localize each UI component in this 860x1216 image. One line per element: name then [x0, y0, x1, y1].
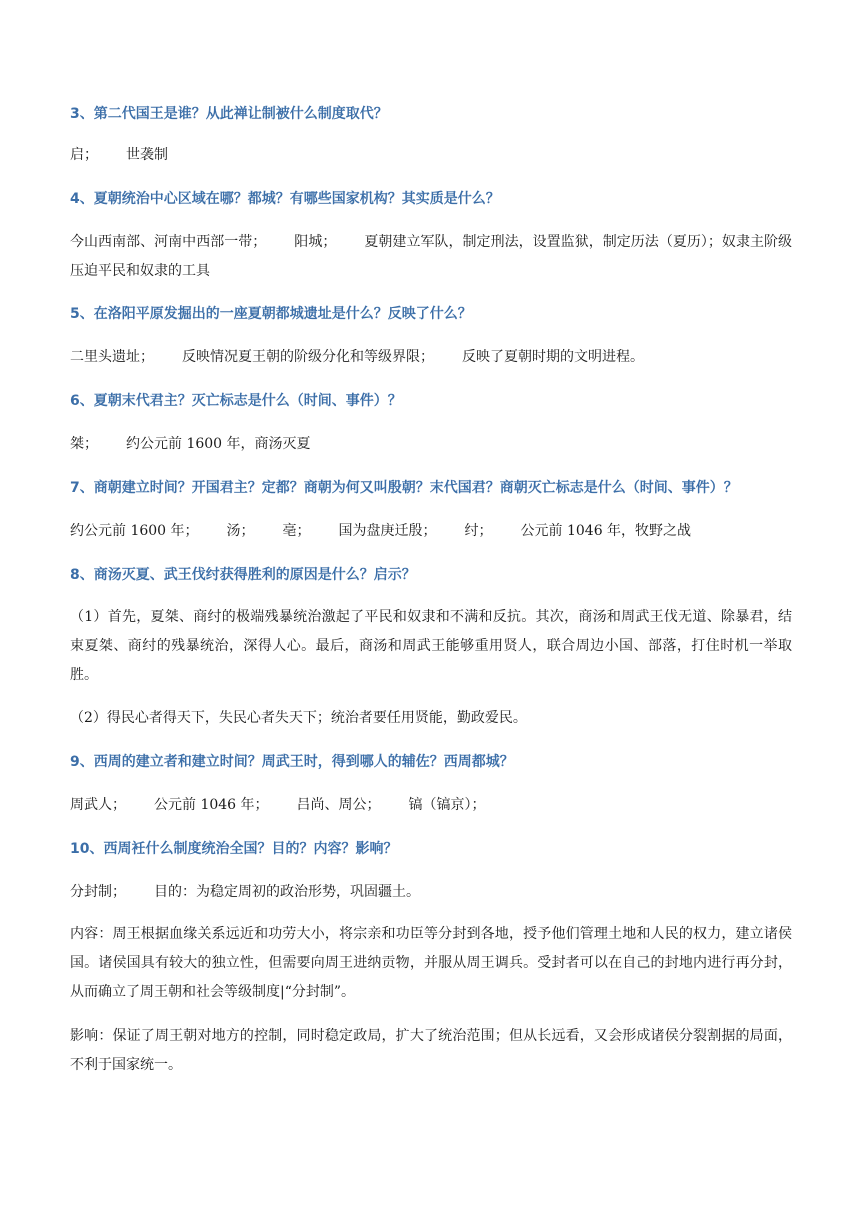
- answer-paragraph: [70, 430, 792, 459]
- answer-part: 世袭制: [126, 147, 168, 163]
- answer-part: 公元前 1046 年，牧野之战: [520, 523, 692, 539]
- answer-paragraph: [70, 228, 792, 286]
- question-heading: 5、在洛阳平原发掘出的一座夏朝都城遗址是什么？反映了什么？: [70, 306, 472, 322]
- question-heading: 10、西周衽什么制度统治全国？目的？内容？影响？: [70, 841, 398, 857]
- answer-part: 夏朝建立军队，制定刑法，设置监狱，制定历法（夏历）；奴隶主阶级压迫平民和奴隶的工具: [70, 234, 793, 279]
- answer-paragraph: [70, 603, 792, 690]
- answer-paragraph: [70, 517, 792, 546]
- answer-part: 国为盘庚迁殷；: [338, 523, 437, 539]
- answer-paragraph: [70, 878, 792, 907]
- answer-part: 周武人；: [70, 797, 126, 813]
- answer-part: 反映了夏朝时期的文明进程。: [462, 349, 644, 365]
- answer-part: 今山西南部、河南中西部一带；: [70, 234, 267, 250]
- answer-part: （1）首先，夏桀、商纣的极端残暴统治激起了平民和奴隶和不满和反抗。其次，商汤和周武王伐无道、除暴君，结束夏桀、商纣的残暴统治，深得人心。最后，商汤和周武王能够重用贤人，联合周边小国、部落，打住时机一举取胜。: [70, 609, 792, 683]
- answer-part: 约公元前 1600 年，商汤灭夏: [126, 436, 311, 452]
- question-heading: 8、商汤灭夏、武王伐纣获得胜利的原因是什么？启示？: [70, 567, 416, 583]
- answer-part: 亳；: [282, 523, 311, 539]
- answer-part: 目的：为稳定周初的政治形势，巩固疆土。: [154, 884, 420, 900]
- question-heading: 6、夏朝末代君主？灭亡标志是什么（时间、事件）？: [70, 393, 402, 409]
- answer-paragraph: [70, 141, 792, 170]
- answer-part: 吕尚、周公；: [296, 797, 381, 813]
- answer-part: 公元前 1046 年；: [154, 797, 269, 813]
- question-heading: 7、商朝建立时间？开国君主？定都？商朝为何又叫殷朝？末代国君？商朝灭亡标志是什么（时间、事件）？: [70, 480, 738, 496]
- answer-part: 约公元前 1600 年；: [70, 523, 199, 539]
- answer-part: 分封制；: [70, 884, 126, 900]
- answer-part: 纣；: [464, 523, 493, 539]
- answer-part: 阳城；: [294, 234, 337, 250]
- question-heading: 9、西周的建立者和建立时间？周武王时，得到哪人的辅佐？西周都城？: [70, 754, 514, 770]
- answer-paragraph: [70, 343, 792, 372]
- answer-part: 镐（镐京）；: [408, 797, 486, 813]
- answer-part: 二里头遗址；: [70, 349, 154, 365]
- answer-paragraph: [70, 1022, 792, 1080]
- answer-part: 内容：周王根据血缘关系远近和功劳大小，将宗亲和功臣等分封到各地，授予他们管理土地和人民的权力，建立诸侯国。诸侯国具有较大的独立性，但需要向周王进纳贡物，并服从周王调兵。受封者可以在自己的封地内进行再分封，从而确立了周王朝和社会等级制度|“分封制”。: [70, 926, 792, 1000]
- answer-part: 桀；: [70, 436, 98, 452]
- answer-paragraph: [70, 920, 792, 1007]
- answer-part: 反映情况夏王朝的阶级分化和等级界限；: [182, 349, 434, 365]
- answer-paragraph: [70, 704, 792, 733]
- answer-part: （2）得民心者得天下，失民心者失天下；统治者要任用贤能，勤政爱民。: [70, 710, 527, 726]
- answer-part: 汤；: [226, 523, 255, 539]
- answer-part: 影响：保证了周王朝对地方的控制，同时稳定政局，扩大了统治范围；但从长远看，又会形成诸侯分裂割据的局面，不利于国家统一。: [70, 1028, 792, 1073]
- answer-paragraph: [70, 791, 792, 820]
- question-heading: 4、夏朝统治中心区域在哪？都城？有哪些国家机构？其实质是什么？: [70, 191, 500, 207]
- answer-part: 启；: [70, 147, 98, 163]
- question-heading: 3、第二代国王是谁？从此禅让制被什么制度取代？: [70, 106, 388, 122]
